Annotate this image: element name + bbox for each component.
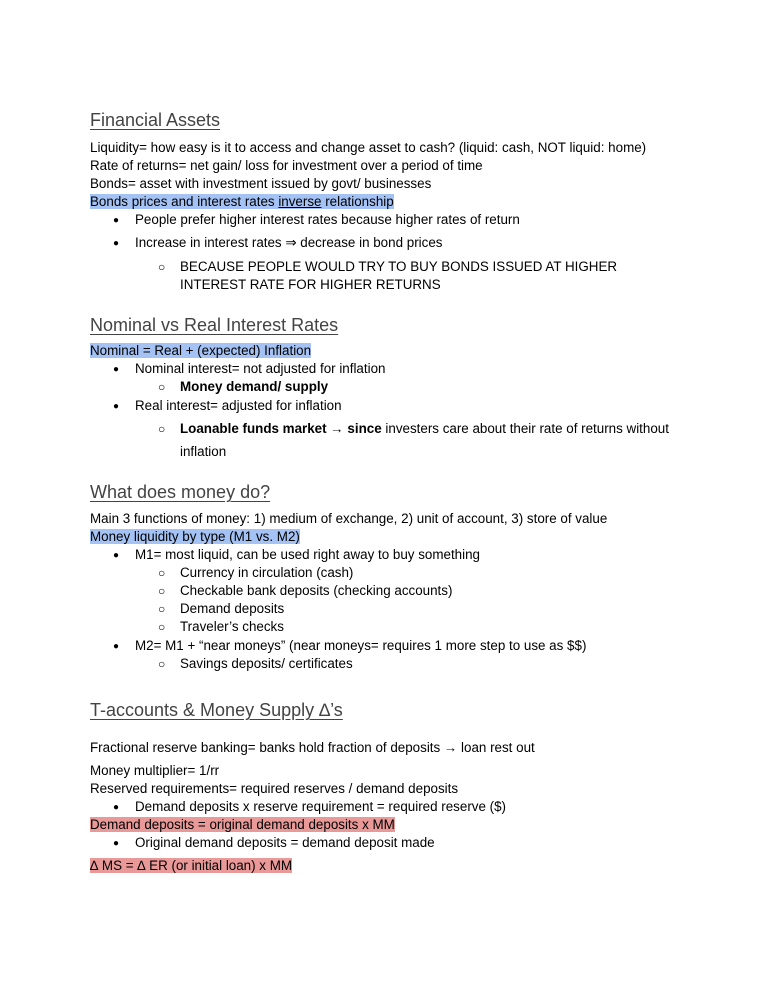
highlight-text: ∆ MS = ∆ ER (or initial loan) x MM xyxy=(90,858,293,873)
bullet-item: ● Demand deposits x reserve requirement = required reserve ($) xyxy=(135,798,506,816)
sub-bullet-item: ○ Demand deposits xyxy=(180,600,284,618)
highlighted-line xyxy=(90,857,292,875)
highlight-text: Nominal = Real + (expected) Inflation xyxy=(90,343,312,358)
sub-bullet-item: ○ Checkable bank deposits (checking accounts) xyxy=(180,582,452,600)
heading-nominal-real: Nominal vs Real Interest Rates xyxy=(90,315,339,335)
bullet-item: ● People prefer higher interest rates because higher rates of return xyxy=(135,211,520,229)
highlight-text: Demand deposits = original demand deposits x MM xyxy=(90,817,395,832)
sub-bullet-item: ○ Traveler’s checks xyxy=(180,618,284,636)
highlighted-line xyxy=(90,193,394,211)
text-line: Liquidity= how easy is it to access and change asset to cash? (liquid: cash, NOT liquid: home) xyxy=(90,140,647,155)
bullet-item: ● M1= most liquid, can be used right away to buy something xyxy=(135,546,480,564)
sub-bullet-wrap: inflation xyxy=(180,444,227,459)
plain-text: investers care about their rate of returns without xyxy=(381,421,669,436)
sub-bullet-item: ○ Savings deposits/ certificates xyxy=(180,655,353,673)
bold-text: Loanable funds market → since xyxy=(180,421,382,436)
text-line: Fractional reserve banking= banks hold fraction of deposits → loan rest out xyxy=(90,740,535,755)
text-line: Money multiplier= 1/rr xyxy=(90,763,220,778)
bullet-item: ● Increase in interest rates ⇒ decrease in bond prices xyxy=(135,234,442,252)
heading-t-accounts: T-accounts & Money Supply ∆’s xyxy=(90,700,343,720)
text-line: Main 3 functions of money: 1) medium of exchange, 2) unit of account, 3) store of value xyxy=(90,511,608,526)
highlighted-line xyxy=(90,342,311,360)
bullet-item: ● Original demand deposits = demand deposit made xyxy=(135,834,435,852)
sub-bullet-item: ○ Currency in circulation (cash) xyxy=(180,564,353,582)
bullet-item: ● Real interest= adjusted for inflation xyxy=(135,397,342,415)
sub-bullet-wrap: INTEREST RATE FOR HIGHER RETURNS xyxy=(180,277,441,292)
bullet-item: ● M2= M1 + “near moneys” (near moneys= requires 1 more step to use as $$) xyxy=(135,637,586,655)
highlight-text: Bonds prices and interest rates xyxy=(90,194,279,209)
text-line: Reserved requirements= required reserves / demand deposits xyxy=(90,781,459,796)
sub-bullet-item: ○ Money demand/ supply xyxy=(180,378,328,396)
text-line: Bonds= asset with investment issued by govt/ businesses xyxy=(90,176,432,191)
text-line: Rate of returns= net gain/ loss for investment over a period of time xyxy=(90,158,483,173)
bullet-item: ● Nominal interest= not adjusted for inflation xyxy=(135,360,385,378)
underlined-word: inverse xyxy=(278,194,322,209)
sub-bullet-item: ○ BECAUSE PEOPLE WOULD TRY TO BUY BONDS ISSUED AT HIGHER xyxy=(180,258,617,276)
heading-financial-assets: Financial Assets xyxy=(90,110,221,130)
highlight-text: relationship xyxy=(321,194,394,209)
sub-bullet-item xyxy=(180,420,669,438)
heading-money-do: What does money do? xyxy=(90,482,271,502)
highlighted-line xyxy=(90,528,300,546)
highlight-text: Money liquidity by type (M1 vs. M2) xyxy=(90,529,300,544)
highlighted-line xyxy=(90,816,395,834)
